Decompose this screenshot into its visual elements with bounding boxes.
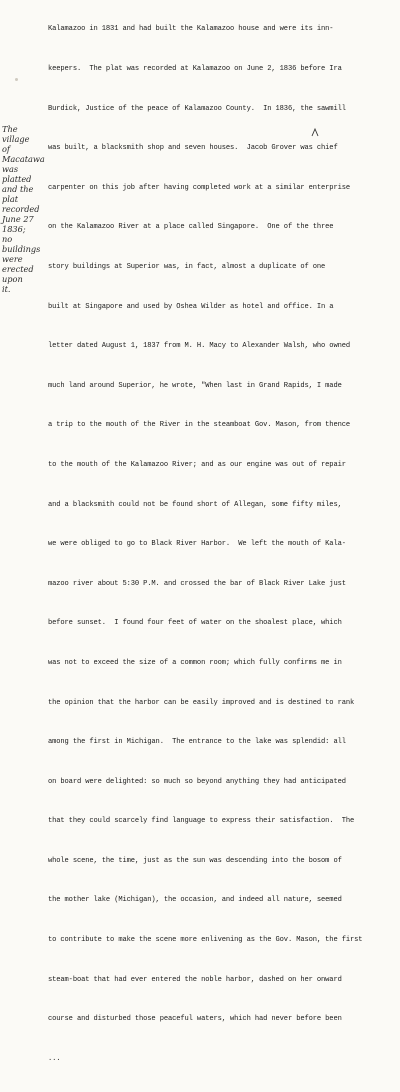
text-line: the opinion that the harbor can be easily improved and is destined to rank — [48, 698, 355, 707]
text-line: to the mouth of the Kalamazoo River; and as our engine was out of repair — [48, 460, 346, 469]
handwritten-margin-note: The village of Macatawa was platted and the plat recorded June 27 1836; no buildings were erected upon it. — [2, 124, 45, 294]
text-line: keepers. The plat was recorded at Kalamazoo on June 2, 1836 before Ira — [48, 65, 342, 73]
text-line: course and disturbed those peaceful waters, which had never before been — [48, 1015, 342, 1024]
text-line: story buildings at Superior was, in fact, almost a duplicate of one — [48, 262, 326, 271]
text-line: the mother lake (Michigan), the occasion, and indeed all nature, seemed — [48, 896, 342, 905]
text-line: we were obliged to go to Black River Harbor. We left the mouth of Kala- — [48, 540, 346, 549]
text-line: among the first in Michigan. The entrance to the lake was splendid: all — [48, 738, 346, 747]
typed-text-block — [48, 0, 398, 1092]
insertion-mark-icon — [310, 127, 320, 137]
text-line: carpenter on this job after having completed work at a similar enterprise — [48, 183, 350, 192]
text-line: a trip to the mouth of the River in the steamboat Gov. Mason, from thence — [48, 421, 350, 430]
text-line: on board were delighted: so much so beyond anything they had anticipated — [48, 777, 346, 786]
text-line: steam-boat that had ever entered the noble harbor, dashed on her onward — [48, 975, 342, 984]
text-line: built at Singapore and used by Oshea Wilder as hotel and office. In a — [48, 302, 334, 311]
text-line: and a blacksmith could not be found short of Allegan, some fifty miles, — [48, 500, 342, 509]
text-line: was built, a blacksmith shop and seven houses. Jacob Grover was chief — [48, 144, 338, 153]
text-line: much land around Superior, he wrote, "When last in Grand Rapids, I made — [48, 381, 342, 390]
text-line: letter dated August 1, 1837 from M. H. Macy to Alexander Walsh, who owned — [48, 342, 350, 351]
text-line: was not to exceed the size of a common room; which fully confirms me in — [48, 658, 342, 667]
punch-hole — [15, 78, 18, 81]
text-line: that they could scarcely find language to express their satisfaction. The — [48, 817, 355, 826]
text-line: Kalamazoo in 1831 and had built the Kalamazoo house and were its inn- — [48, 25, 334, 34]
text-line: on the Kalamazoo River at a place called Singapore. One of the three — [48, 223, 334, 232]
text-line: Burdick, Justice of the peace of Kalamazoo County. In 1836, the sawmill — [48, 104, 346, 113]
text-line: mazoo river about 5:30 P.M. and crossed the bar of Black River Lake just — [48, 579, 346, 588]
text-line: to contribute to make the scene more enlivening as the Gov. Mason, the first — [48, 936, 363, 945]
text-line: whole scene, the time, just as the sun was descending into the bosom of — [48, 856, 342, 865]
text-line: ... — [48, 1054, 61, 1063]
text-line: before sunset. I found four feet of water on the shoalest place, which — [48, 619, 342, 628]
